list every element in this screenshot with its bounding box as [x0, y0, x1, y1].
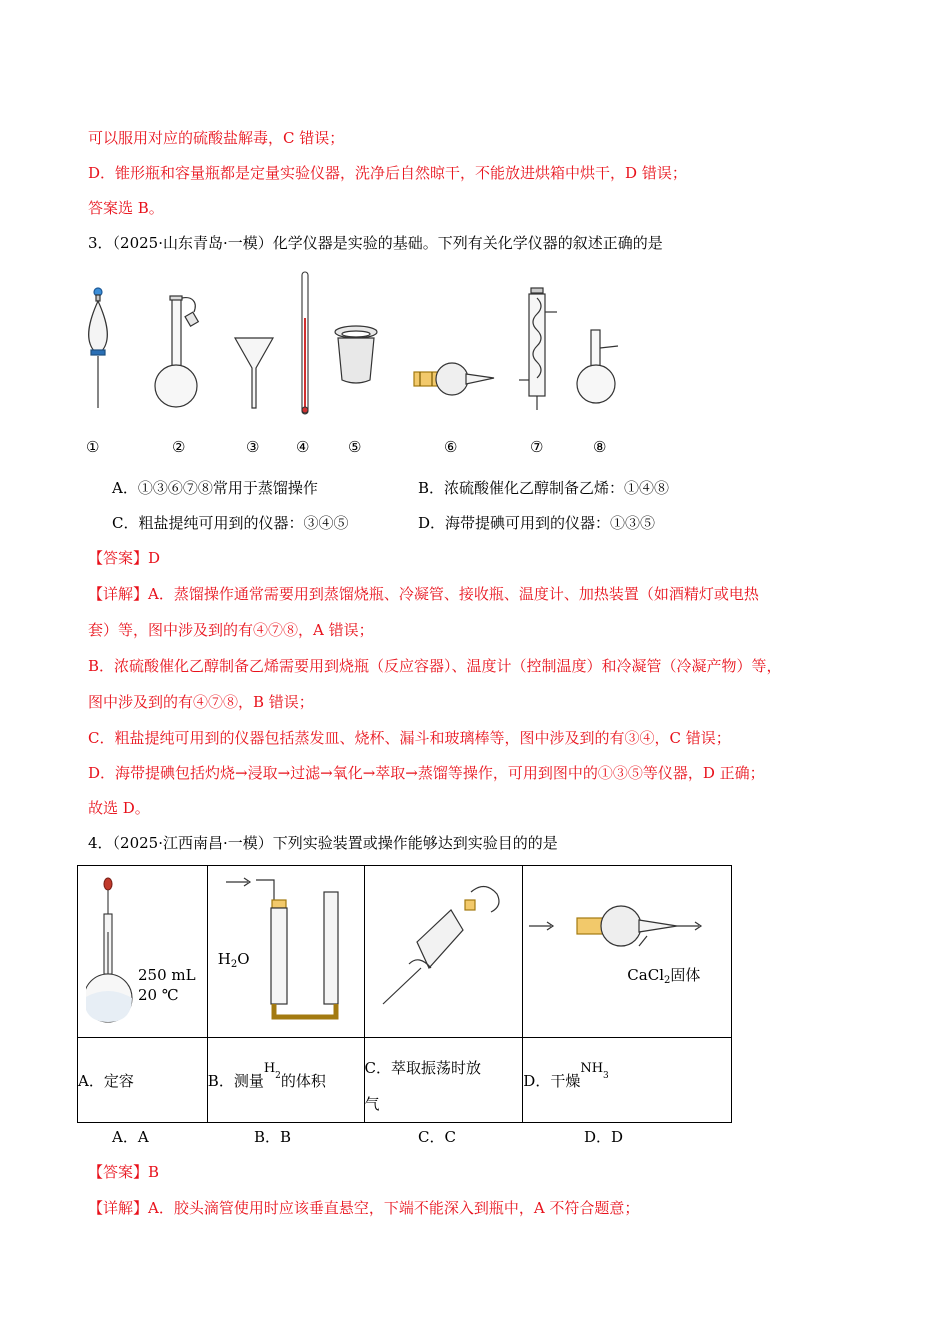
- instrument-label-5: ⑤: [348, 438, 362, 456]
- crucible-icon: [335, 326, 377, 383]
- instrument-label-1: ①: [86, 438, 100, 456]
- q4-option-c[interactable]: C．C: [418, 1128, 456, 1146]
- calcium-chloride-label: CaCl$_2$固体: [627, 966, 701, 986]
- prev-explanation-line-2: D．锥形瓶和容量瓶都是定量实验仪器，洗净后自然晾干，不能放进烘箱中烘干，D 错误；: [88, 164, 687, 182]
- q3-explanation-6: D．海带提碘包括灼烧→浸取→过滤→氧化→萃取→蒸馏等操作，可用到图中的①③⑤等仪器，D 正确；: [88, 764, 765, 782]
- instrument-label-7: ⑦: [530, 438, 544, 456]
- separatory-funnel-shaking-icon: [371, 872, 516, 1032]
- q3-explanation-2: 套）等，图中涉及到的有④⑦⑧，A 错误；: [88, 621, 374, 639]
- question-4-stem: 4．（2025·江西南昌·一模）下列实验装置或操作能够达到实验目的的是: [88, 834, 558, 852]
- prev-answer-line: 答案选 B。: [88, 199, 164, 217]
- instrument-label-6: ⑥: [444, 438, 458, 456]
- q3-answer: 【答案】D: [88, 549, 161, 567]
- prev-explanation-line-1: 可以服用对应的硫酸盐解毒，C 错误；: [88, 129, 345, 147]
- volume-label: 250 mL: [138, 966, 196, 984]
- instrument-label-3: ③: [246, 438, 260, 456]
- q3-explanation-1: 【详解】A．蒸馏操作通常需要用到蒸馏烧瓶、冷凝管、接收瓶、温度计、加热装置（如酒精灯或电热: [88, 585, 759, 603]
- q3-option-d[interactable]: D．海带提碘可用到的仪器：①③⑤: [418, 514, 656, 532]
- q3-explanation-3: B．浓硫酸催化乙醇制备乙烯需要用到烧瓶（反应容器）、温度计（控制温度）和冷凝管（冷凝产物）等，: [88, 657, 782, 675]
- caption-b: B．测量$H^2$的体积: [207, 1038, 364, 1123]
- instrument-label-8: ⑧: [593, 438, 607, 456]
- q4-apparatus-table: [77, 865, 732, 1123]
- condenser-icon: [519, 288, 557, 410]
- q4-option-d[interactable]: D．D: [584, 1128, 624, 1146]
- caption-c: C．萃取振荡时放 气: [364, 1038, 523, 1123]
- volumetric-flask-dropper-icon: [86, 874, 201, 1029]
- funnel-icon: [235, 338, 273, 408]
- q3-option-b[interactable]: B．浓硫酸催化乙醇制备乙烯：①④⑧: [418, 479, 670, 497]
- drying-tube-icon: [414, 363, 494, 395]
- q4-explanation-1: 【详解】A．胶头滴管使用时应该垂直悬空，下端不能深入到瓶中，A 不符合题意；: [88, 1199, 640, 1217]
- volumetric-flask-icon: [155, 296, 198, 407]
- caption-a: A．定容: [78, 1038, 208, 1123]
- instrument-label-2: ②: [172, 438, 186, 456]
- thermometer-icon: [302, 272, 308, 414]
- figure-cell-d: [523, 866, 732, 1038]
- q3-option-c[interactable]: C．粗盐提纯可用到的仪器：③④⑤: [112, 514, 349, 532]
- q3-explanation-4: 图中涉及到的有④⑦⑧，B 错误；: [88, 693, 314, 711]
- instruments-figure: [80, 268, 640, 418]
- q3-explanation-5: C．粗盐提纯可用到的仪器包括蒸发皿、烧杯、漏斗和玻璃棒等，图中涉及到的有③④，C 错误；: [88, 729, 731, 747]
- caption-d: D．干燥$NH^3$: [523, 1038, 732, 1123]
- water-label: $H_2O$: [217, 950, 250, 970]
- distilling-flask-icon: [577, 330, 618, 403]
- figure-cell-c: [364, 866, 523, 1038]
- q4-option-b[interactable]: B．B: [254, 1128, 292, 1146]
- instrument-label-4: ④: [296, 438, 310, 456]
- figure-cell-b: [207, 866, 364, 1038]
- drying-tube-setup-icon: [527, 896, 727, 966]
- question-3-stem: 3．（2025·山东青岛·一模）化学仪器是实验的基础。下列有关化学仪器的叙述正确的是: [88, 234, 663, 252]
- figure-cell-a: [78, 866, 208, 1038]
- q4-answer: 【答案】B: [88, 1163, 160, 1181]
- q4-option-a[interactable]: A．A: [112, 1128, 149, 1146]
- temperature-label: 20 ℃: [138, 986, 179, 1004]
- separatory-funnel-icon: [89, 288, 108, 408]
- q3-option-a[interactable]: A．①③⑥⑦⑧常用于蒸馏操作: [112, 479, 318, 497]
- q3-explanation-7: 故选 D。: [88, 799, 150, 817]
